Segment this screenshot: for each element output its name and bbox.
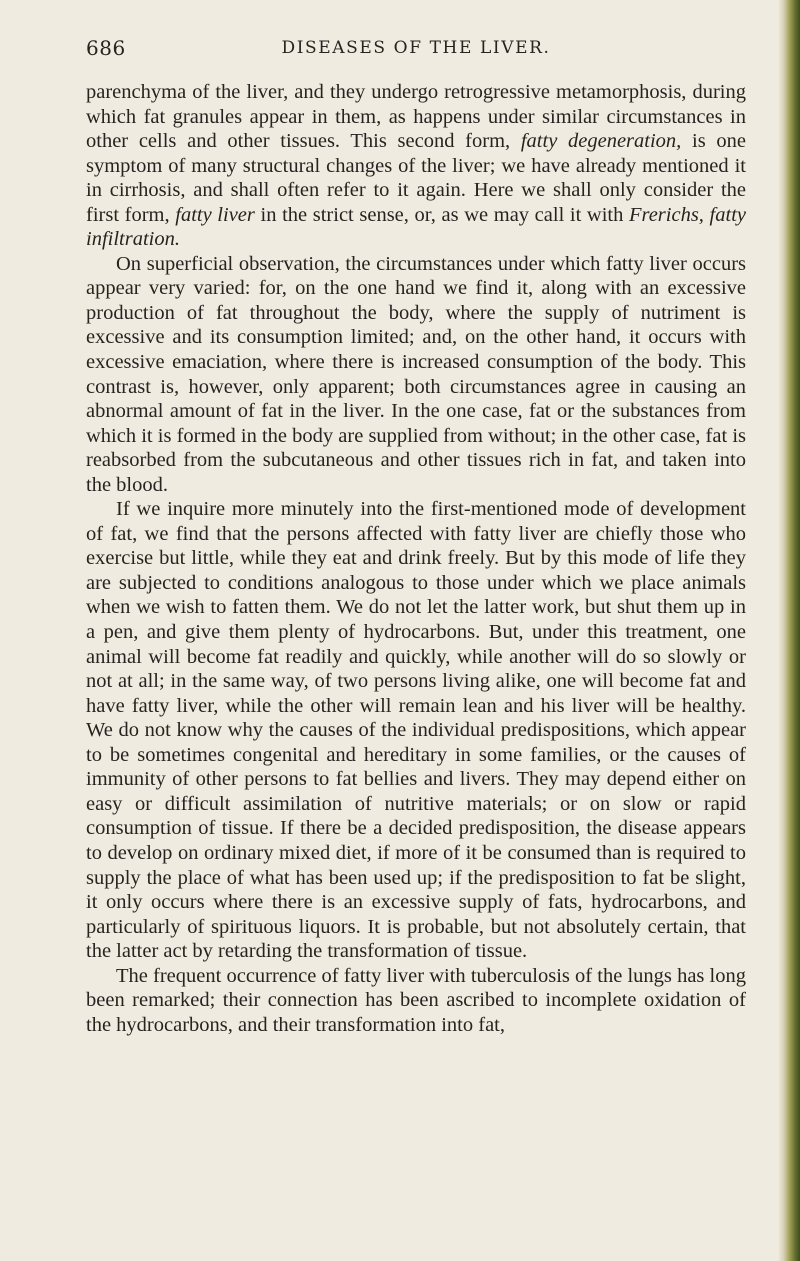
page-header: [86, 36, 746, 66]
running-head: DISEASES OF THE LIVER.: [281, 38, 551, 58]
text-run: On superficial observation, the circumstances under which fatty liver occurs appear very varied: for, on the one hand we find it, along with an excessive production of fat throughout the body, where the supply of nutriment is excessive and its consumption limited; and, on the other hand, it occurs with excessive emaciation, where there is increased consumption of the body. This contrast is, however, only apparent; both circumstances agree in causing an abnormal amount of fat in the liver. In the one case, fat or the substances from which it is formed in the body are supplied from without; in the other case, fat is reabsorbed from the subcutaneous and other tissues rich in fat, and taken into the blood.: [86, 252, 746, 496]
italic-run: fatty degeneration,: [520, 130, 682, 153]
paragraph: [86, 80, 746, 252]
body-text: [86, 80, 746, 1037]
paragraph: [86, 252, 746, 497]
page-edge-shadow: [778, 0, 800, 1261]
paragraph: [86, 964, 746, 1038]
page-number: 686: [86, 36, 126, 60]
text-run: is one symptom of many structural changes of the liver; we have already mentioned it in cirrhosis, and shall often refer to it again. Here we shall only consider the first form,: [86, 130, 746, 226]
paragraph: [86, 497, 746, 963]
text-run: The frequent occurrence of fatty liver with tuberculosis of the lungs has long been remarked; their connection has been ascribed to incomplete oxidation of the hydrocarbons, and their transformation into fat,: [86, 964, 746, 1036]
text-run: in the strict sense, or, as we may call it with: [254, 203, 629, 226]
text-run: If we inquire more minutely into the first-mentioned mode of development of fat, we find that the persons affected with fatty liver are chiefly those who exercise but little, while they eat and drink freely. But by this mode of life they are subjected to conditions analogous to those under which we place animals when we wish to fatten them. We do not let the latter work, but shut them up in a pen, and give them plenty of hydrocarbons. But, under this treatment, one animal will become fat readily and quickly, while another will do so slowly or not at all; in the same way, of two persons living alike, one will become fat and have fatty liver, while the other will remain lean and his liver will be healthy. We do not know why the causes of the individual predispositions, which appear to be sometimes congenital and hereditary in some families, or the causes of immunity of other persons to fat bellies and livers. They may depend either on easy or difficult assimilation of nutritive materials; or on slow or rapid consumption of tissue. If there be a decided predisposition, the disease appears to develop on ordinary mixed diet, if more of it be consumed than is required to supply the place of what has been used up; if the predisposition to fat be slight, it only occurs where there is an excessive supply of fats, hydrocarbons, and particularly of spirituous liquors. It is probable, but not absolutely certain, that the latter act by retarding the transformation of tissue.: [86, 498, 746, 963]
text-run: parenchyma of the liver, and they undergo retrogressive metamorphosis, during which fat granules appear in them, as happens under similar circumstances in other cells and other tissues. This second form,: [86, 81, 746, 153]
italic-run: fatty liver: [175, 203, 255, 226]
italic-run: Frerichs, fatty infiltration.: [86, 203, 746, 251]
